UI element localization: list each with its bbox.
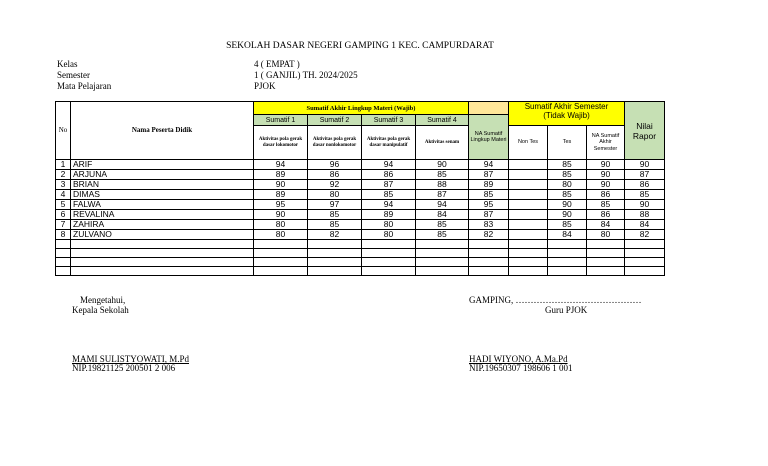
cell-no: 5 xyxy=(56,200,71,210)
empty-cell xyxy=(548,267,587,276)
empty-cell xyxy=(416,258,469,267)
sig-left-nip: NIP.19821125 200501 2 006 xyxy=(72,363,176,373)
empty-cell xyxy=(509,267,548,276)
cell-s4: 85 xyxy=(416,220,469,230)
cell-na: 95 xyxy=(469,200,509,210)
empty-cell xyxy=(254,249,308,258)
cell-rapor: 88 xyxy=(625,210,665,220)
mapel-label: Mata Pelajaran xyxy=(57,81,112,91)
cell-s4: 94 xyxy=(416,200,469,210)
header-sumatif1: Sumatif 1 xyxy=(254,115,308,126)
empty-cell xyxy=(71,240,254,249)
empty-row xyxy=(56,249,665,258)
empty-cell xyxy=(416,249,469,258)
empty-cell xyxy=(71,249,254,258)
empty-cell xyxy=(362,267,416,276)
info-values xyxy=(254,59,358,92)
kelas-label: Kelas xyxy=(57,59,78,69)
empty-cell xyxy=(362,240,416,249)
cell-s1: 90 xyxy=(254,180,308,190)
empty-cell xyxy=(416,267,469,276)
cell-s2: 85 xyxy=(308,210,362,220)
cell-s1: 80 xyxy=(254,230,308,240)
cell-s1: 90 xyxy=(254,210,308,220)
cell-no: 7 xyxy=(56,220,71,230)
cell-s2: 86 xyxy=(308,170,362,180)
empty-cell xyxy=(362,249,416,258)
cell-s4: 87 xyxy=(416,190,469,200)
empty-cell xyxy=(469,249,509,258)
empty-cell xyxy=(308,267,362,276)
empty-cell xyxy=(71,258,254,267)
sig-left-line2: Kepala Sekolah xyxy=(72,305,129,315)
cell-nontes xyxy=(509,230,548,240)
table-row xyxy=(56,200,665,210)
cell-s1: 95 xyxy=(254,200,308,210)
cell-na: 85 xyxy=(469,190,509,200)
semester-value: 1 ( GANJIL) TH. 2024/2025 xyxy=(254,70,358,80)
cell-s4: 84 xyxy=(416,210,469,220)
table-row xyxy=(56,220,665,230)
header-sas-line2: (Tidak Wajib) xyxy=(543,111,590,120)
cell-s4: 85 xyxy=(416,230,469,240)
cell-name: ARJUNA xyxy=(71,170,254,180)
header-tes: Tes xyxy=(548,126,587,160)
empty-cell xyxy=(625,249,665,258)
cell-nontes xyxy=(509,170,548,180)
empty-cell xyxy=(509,258,548,267)
empty-row xyxy=(56,267,665,276)
cell-tes: 85 xyxy=(548,160,587,170)
empty-cell xyxy=(308,240,362,249)
empty-cell xyxy=(548,258,587,267)
empty-cell xyxy=(469,267,509,276)
cell-tes: 85 xyxy=(548,190,587,200)
table-row xyxy=(56,170,665,180)
empty-cell xyxy=(509,240,548,249)
cell-rapor: 90 xyxy=(625,160,665,170)
empty-cell xyxy=(56,249,71,258)
empty-cell xyxy=(56,258,71,267)
cell-no: 4 xyxy=(56,190,71,200)
cell-name: BRIAN xyxy=(71,180,254,190)
cell-nas: 90 xyxy=(587,180,625,190)
header-sumatif-group: Sumatif Akhir Lingkup Materi (Wajib) xyxy=(254,102,469,115)
cell-s3: 85 xyxy=(362,190,416,200)
cell-name: ZULVANO xyxy=(71,230,254,240)
sig-left-name: MAMI SULISTYOWATI, M.Pd xyxy=(72,354,190,364)
empty-cell xyxy=(56,267,71,276)
empty-cell xyxy=(625,258,665,267)
sig-right-line2: Guru PJOK xyxy=(545,305,588,315)
cell-s4: 90 xyxy=(416,160,469,170)
empty-cell xyxy=(625,240,665,249)
cell-s1: 80 xyxy=(254,220,308,230)
cell-rapor: 87 xyxy=(625,170,665,180)
empty-cell xyxy=(548,249,587,258)
cell-name: ARIF xyxy=(71,160,254,170)
info-labels xyxy=(57,59,111,92)
cell-no: 2 xyxy=(56,170,71,180)
empty-cell xyxy=(71,267,254,276)
cell-s2: 82 xyxy=(308,230,362,240)
cell-name: DIMAS xyxy=(71,190,254,200)
table-row xyxy=(56,230,665,240)
cell-tes: 84 xyxy=(548,230,587,240)
cell-s3: 87 xyxy=(362,180,416,190)
header-sumatif2: Sumatif 2 xyxy=(308,115,362,126)
cell-rapor: 85 xyxy=(625,190,665,200)
cell-s1: 89 xyxy=(254,170,308,180)
cell-nas: 85 xyxy=(587,200,625,210)
cell-nas: 80 xyxy=(587,230,625,240)
cell-s4: 85 xyxy=(416,170,469,180)
cell-s3: 86 xyxy=(362,170,416,180)
cell-s3: 80 xyxy=(362,230,416,240)
sig-right-nip: NIP.19650307 198606 1 001 xyxy=(469,363,573,373)
grades-table xyxy=(55,101,665,276)
header-akt2: Aktivitas pola gerak dasar nonlokomotor xyxy=(308,126,362,160)
empty-cell xyxy=(548,240,587,249)
sig-right-line1: GAMPING, …………………………………… xyxy=(469,295,642,305)
cell-s1: 89 xyxy=(254,190,308,200)
empty-cell xyxy=(587,258,625,267)
cell-nas: 86 xyxy=(587,210,625,220)
empty-row xyxy=(56,258,665,267)
cell-nas: 90 xyxy=(587,160,625,170)
cell-nontes xyxy=(509,160,548,170)
cell-s1: 94 xyxy=(254,160,308,170)
cell-s3: 80 xyxy=(362,220,416,230)
empty-cell xyxy=(254,267,308,276)
cell-rapor: 90 xyxy=(625,200,665,210)
cell-name: FALWA xyxy=(71,200,254,210)
empty-cell xyxy=(308,249,362,258)
header-na-sumatif: NA Sumatif Lingkup Materi xyxy=(469,115,509,160)
empty-cell xyxy=(254,240,308,249)
cell-tes: 85 xyxy=(548,170,587,180)
cell-s2: 92 xyxy=(308,180,362,190)
cell-nontes xyxy=(509,190,548,200)
cell-nontes xyxy=(509,200,548,210)
cell-tes: 90 xyxy=(548,200,587,210)
cell-na: 94 xyxy=(469,160,509,170)
header-sumatif3: Sumatif 3 xyxy=(362,115,416,126)
header-sas xyxy=(509,102,625,126)
cell-na: 89 xyxy=(469,180,509,190)
empty-cell xyxy=(625,267,665,276)
empty-cell xyxy=(587,267,625,276)
table-row xyxy=(56,210,665,220)
cell-s3: 94 xyxy=(362,160,416,170)
header-no: No xyxy=(56,102,71,160)
empty-cell xyxy=(587,249,625,258)
empty-cell xyxy=(587,240,625,249)
cell-nas: 86 xyxy=(587,190,625,200)
cell-nas: 84 xyxy=(587,220,625,230)
cell-nontes xyxy=(509,220,548,230)
sig-left-line1: Mengetahui, xyxy=(80,295,126,305)
cell-s4: 88 xyxy=(416,180,469,190)
empty-cell xyxy=(509,249,548,258)
cell-nas: 90 xyxy=(587,170,625,180)
cell-rapor: 86 xyxy=(625,180,665,190)
cell-no: 1 xyxy=(56,160,71,170)
cell-rapor: 82 xyxy=(625,230,665,240)
cell-name: ZAHIRA xyxy=(71,220,254,230)
sig-right-name: HADI WIYONO, A.Ma.Pd xyxy=(469,354,568,364)
empty-cell xyxy=(254,258,308,267)
cell-s2: 96 xyxy=(308,160,362,170)
mapel-value: PJOK xyxy=(254,81,276,91)
cell-tes: 85 xyxy=(548,220,587,230)
cell-no: 8 xyxy=(56,230,71,240)
header-nama: Nama Peserta Didik xyxy=(71,102,254,160)
table-row xyxy=(56,190,665,200)
cell-nontes xyxy=(509,180,548,190)
cell-na: 87 xyxy=(469,210,509,220)
empty-cell xyxy=(416,240,469,249)
empty-cell xyxy=(56,240,71,249)
header-na-sas: NA Sumatif Akhir Semester xyxy=(587,126,625,160)
header-sumatif4: Sumatif 4 xyxy=(416,115,469,126)
cell-s3: 94 xyxy=(362,200,416,210)
school-title: SEKOLAH DASAR NEGERI GAMPING 1 KEC. CAMPURDARAT xyxy=(226,41,494,51)
header-sas-line1: Sumatif Akhir Semester xyxy=(524,102,609,111)
cell-s2: 85 xyxy=(308,220,362,230)
header-akt3: Aktivitas pola gerak dasar manipulatif xyxy=(362,126,416,160)
cell-tes: 80 xyxy=(548,180,587,190)
header-nontes: Non Tes xyxy=(509,126,548,160)
header-akt1: Aktivitas pola gerak dasar lokomotor xyxy=(254,126,308,160)
cell-s3: 89 xyxy=(362,210,416,220)
cell-nontes xyxy=(509,210,548,220)
cell-na: 82 xyxy=(469,230,509,240)
cell-no: 3 xyxy=(56,180,71,190)
empty-row xyxy=(56,240,665,249)
empty-cell xyxy=(308,258,362,267)
cell-na: 87 xyxy=(469,170,509,180)
cell-na: 83 xyxy=(469,220,509,230)
table-row xyxy=(56,180,665,190)
cell-tes: 90 xyxy=(548,210,587,220)
header-nilai-rapor: Nilai Rapor xyxy=(625,102,665,160)
empty-cell xyxy=(362,258,416,267)
cell-s2: 80 xyxy=(308,190,362,200)
header-akt4: Aktivitas senam xyxy=(416,126,469,160)
semester-label: Semester xyxy=(57,70,90,80)
cell-rapor: 84 xyxy=(625,220,665,230)
empty-cell xyxy=(469,258,509,267)
cell-s2: 97 xyxy=(308,200,362,210)
table-row xyxy=(56,160,665,170)
empty-cell xyxy=(469,240,509,249)
cell-name: REVALINA xyxy=(71,210,254,220)
kelas-value: 4 ( EMPAT ) xyxy=(254,59,300,69)
cell-no: 6 xyxy=(56,210,71,220)
